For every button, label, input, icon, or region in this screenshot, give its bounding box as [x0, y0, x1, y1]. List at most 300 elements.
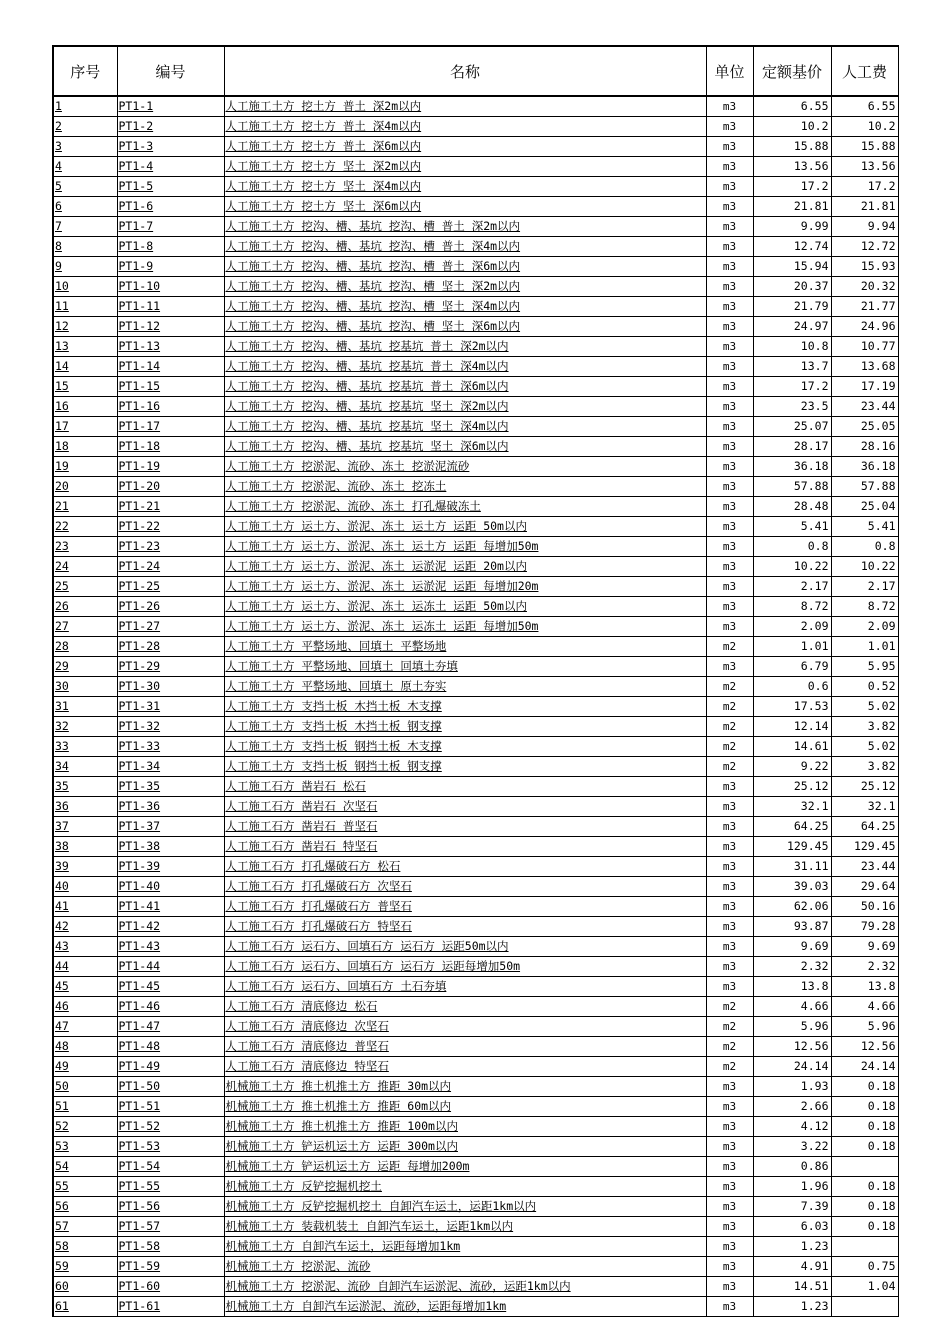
name-cell[interactable]: 人工施工土方 挖土方 普土 深2m以内: [224, 96, 706, 117]
unit-cell[interactable]: m2: [706, 1037, 753, 1057]
code-cell[interactable]: PT1-33: [117, 737, 224, 757]
unit-cell[interactable]: m2: [706, 637, 753, 657]
labor-cost-cell[interactable]: [831, 1237, 898, 1257]
seq-cell[interactable]: 16: [53, 397, 117, 417]
code-cell[interactable]: PT1-18: [117, 437, 224, 457]
seq-cell[interactable]: 12: [53, 317, 117, 337]
name-cell[interactable]: 人工施工土方 挖沟、槽、基坑 挖基坑 坚土 深4m以内: [224, 417, 706, 437]
name-cell[interactable]: 人工施工土方 挖沟、槽、基坑 挖基坑 坚土 深6m以内: [224, 437, 706, 457]
code-cell[interactable]: PT1-56: [117, 1197, 224, 1217]
unit-cell[interactable]: m3: [706, 1277, 753, 1297]
name-cell[interactable]: 人工施工石方 运石方、回填石方 土石夯填: [224, 977, 706, 997]
base-price-cell[interactable]: 13.8: [753, 977, 831, 997]
header-seq[interactable]: 序号: [53, 46, 117, 96]
unit-cell[interactable]: m3: [706, 1097, 753, 1117]
base-price-cell[interactable]: 64.25: [753, 817, 831, 837]
labor-cost-cell[interactable]: 64.25: [831, 817, 898, 837]
base-price-cell[interactable]: 10.2: [753, 117, 831, 137]
code-cell[interactable]: PT1-46: [117, 997, 224, 1017]
name-cell[interactable]: 人工施工土方 平整场地、回填土 原土夯实: [224, 677, 706, 697]
seq-cell[interactable]: 9: [53, 257, 117, 277]
seq-cell[interactable]: 7: [53, 217, 117, 237]
labor-cost-cell[interactable]: 2.09: [831, 617, 898, 637]
name-cell[interactable]: 人工施工土方 挖淤泥、流砂、冻土 挖淤泥流砂: [224, 457, 706, 477]
seq-cell[interactable]: 15: [53, 377, 117, 397]
seq-cell[interactable]: 4: [53, 157, 117, 177]
unit-cell[interactable]: m3: [706, 557, 753, 577]
unit-cell[interactable]: m3: [706, 1257, 753, 1277]
code-cell[interactable]: PT1-27: [117, 617, 224, 637]
base-price-cell[interactable]: 24.97: [753, 317, 831, 337]
unit-cell[interactable]: m2: [706, 677, 753, 697]
code-cell[interactable]: PT1-23: [117, 537, 224, 557]
base-price-cell[interactable]: 6.55: [753, 96, 831, 117]
unit-cell[interactable]: m3: [706, 277, 753, 297]
code-cell[interactable]: PT1-36: [117, 797, 224, 817]
labor-cost-cell[interactable]: 0.18: [831, 1137, 898, 1157]
base-price-cell[interactable]: 28.48: [753, 497, 831, 517]
unit-cell[interactable]: m3: [706, 597, 753, 617]
unit-cell[interactable]: m3: [706, 217, 753, 237]
labor-cost-cell[interactable]: 0.18: [831, 1077, 898, 1097]
seq-cell[interactable]: 26: [53, 597, 117, 617]
code-cell[interactable]: PT1-21: [117, 497, 224, 517]
base-price-cell[interactable]: 13.56: [753, 157, 831, 177]
seq-cell[interactable]: 37: [53, 817, 117, 837]
unit-cell[interactable]: m3: [706, 1117, 753, 1137]
name-cell[interactable]: 人工施工土方 挖沟、槽、基坑 挖沟、槽 坚土 深6m以内: [224, 317, 706, 337]
unit-cell[interactable]: m3: [706, 937, 753, 957]
name-cell[interactable]: 机械施工土方 挖淤泥、流砂 自卸汽车运淤泥、流砂，运距1km以内: [224, 1277, 706, 1297]
name-cell[interactable]: 机械施工土方 推土机推土方 推距 100m以内: [224, 1117, 706, 1137]
seq-cell[interactable]: 10: [53, 277, 117, 297]
unit-cell[interactable]: m3: [706, 577, 753, 597]
seq-cell[interactable]: 35: [53, 777, 117, 797]
labor-cost-cell[interactable]: 129.45: [831, 837, 898, 857]
name-cell[interactable]: 机械施工土方 挖淤泥、流砂: [224, 1257, 706, 1277]
unit-cell[interactable]: m3: [706, 1157, 753, 1177]
labor-cost-cell[interactable]: 15.88: [831, 137, 898, 157]
labor-cost-cell[interactable]: 21.77: [831, 297, 898, 317]
unit-cell[interactable]: m3: [706, 377, 753, 397]
name-cell[interactable]: 机械施工土方 反铲挖掘机挖土: [224, 1177, 706, 1197]
base-price-cell[interactable]: 12.14: [753, 717, 831, 737]
code-cell[interactable]: PT1-6: [117, 197, 224, 217]
seq-cell[interactable]: 13: [53, 337, 117, 357]
base-price-cell[interactable]: 31.11: [753, 857, 831, 877]
base-price-cell[interactable]: 25.12: [753, 777, 831, 797]
labor-cost-cell[interactable]: 10.22: [831, 557, 898, 577]
seq-cell[interactable]: 34: [53, 757, 117, 777]
seq-cell[interactable]: 21: [53, 497, 117, 517]
name-cell[interactable]: 人工施工土方 挖土方 普土 深4m以内: [224, 117, 706, 137]
base-price-cell[interactable]: 8.72: [753, 597, 831, 617]
name-cell[interactable]: 人工施工土方 支挡土板 钢挡土板 钢支撑: [224, 757, 706, 777]
code-cell[interactable]: PT1-48: [117, 1037, 224, 1057]
base-price-cell[interactable]: 6.03: [753, 1217, 831, 1237]
unit-cell[interactable]: m3: [706, 957, 753, 977]
base-price-cell[interactable]: 1.93: [753, 1077, 831, 1097]
code-cell[interactable]: PT1-37: [117, 817, 224, 837]
labor-cost-cell[interactable]: 10.2: [831, 117, 898, 137]
labor-cost-cell[interactable]: 9.94: [831, 217, 898, 237]
labor-cost-cell[interactable]: 23.44: [831, 857, 898, 877]
unit-cell[interactable]: m3: [706, 257, 753, 277]
base-price-cell[interactable]: 28.17: [753, 437, 831, 457]
base-price-cell[interactable]: 15.88: [753, 137, 831, 157]
labor-cost-cell[interactable]: 36.18: [831, 457, 898, 477]
unit-cell[interactable]: m3: [706, 397, 753, 417]
unit-cell[interactable]: m3: [706, 657, 753, 677]
labor-cost-cell[interactable]: 5.02: [831, 697, 898, 717]
base-price-cell[interactable]: 4.66: [753, 997, 831, 1017]
header-labor-cost[interactable]: 人工费: [831, 46, 898, 96]
code-cell[interactable]: PT1-50: [117, 1077, 224, 1097]
labor-cost-cell[interactable]: 0.18: [831, 1097, 898, 1117]
labor-cost-cell[interactable]: 5.02: [831, 737, 898, 757]
labor-cost-cell[interactable]: 2.17: [831, 577, 898, 597]
name-cell[interactable]: 人工施工石方 凿岩石 松石: [224, 777, 706, 797]
base-price-cell[interactable]: 9.99: [753, 217, 831, 237]
labor-cost-cell[interactable]: 5.95: [831, 657, 898, 677]
name-cell[interactable]: 人工施工土方 平整场地、回填土 回填土夯填: [224, 657, 706, 677]
header-code[interactable]: 编号: [117, 46, 224, 96]
labor-cost-cell[interactable]: 13.68: [831, 357, 898, 377]
seq-cell[interactable]: 43: [53, 937, 117, 957]
base-price-cell[interactable]: 39.03: [753, 877, 831, 897]
labor-cost-cell[interactable]: 0.18: [831, 1177, 898, 1197]
unit-cell[interactable]: m3: [706, 1197, 753, 1217]
code-cell[interactable]: PT1-40: [117, 877, 224, 897]
name-cell[interactable]: 人工施工土方 挖沟、槽、基坑 挖基坑 坚土 深2m以内: [224, 397, 706, 417]
labor-cost-cell[interactable]: 5.41: [831, 517, 898, 537]
base-price-cell[interactable]: 57.88: [753, 477, 831, 497]
name-cell[interactable]: 机械施工土方 反铲挖掘机挖土 自卸汽车运土，运距1km以内: [224, 1197, 706, 1217]
base-price-cell[interactable]: 21.79: [753, 297, 831, 317]
base-price-cell[interactable]: 9.22: [753, 757, 831, 777]
base-price-cell[interactable]: 24.14: [753, 1057, 831, 1077]
base-price-cell[interactable]: 4.12: [753, 1117, 831, 1137]
unit-cell[interactable]: m3: [706, 497, 753, 517]
code-cell[interactable]: PT1-45: [117, 977, 224, 997]
code-cell[interactable]: PT1-61: [117, 1297, 224, 1317]
labor-cost-cell[interactable]: 50.16: [831, 897, 898, 917]
labor-cost-cell[interactable]: 79.28: [831, 917, 898, 937]
labor-cost-cell[interactable]: 17.19: [831, 377, 898, 397]
name-cell[interactable]: 人工施工土方 挖沟、槽、基坑 挖沟、槽 普土 深6m以内: [224, 257, 706, 277]
name-cell[interactable]: 人工施工土方 运土方、淤泥、冻土 运土方 运距 每增加50m: [224, 537, 706, 557]
labor-cost-cell[interactable]: 0.8: [831, 537, 898, 557]
labor-cost-cell[interactable]: 3.82: [831, 757, 898, 777]
code-cell[interactable]: PT1-19: [117, 457, 224, 477]
labor-cost-cell[interactable]: 2.32: [831, 957, 898, 977]
seq-cell[interactable]: 8: [53, 237, 117, 257]
name-cell[interactable]: 人工施工石方 运石方、回填石方 运石方 运距每增加50m: [224, 957, 706, 977]
base-price-cell[interactable]: 12.74: [753, 237, 831, 257]
unit-cell[interactable]: m3: [706, 777, 753, 797]
code-cell[interactable]: PT1-17: [117, 417, 224, 437]
seq-cell[interactable]: 47: [53, 1017, 117, 1037]
name-cell[interactable]: 人工施工石方 打孔爆破石方 次坚石: [224, 877, 706, 897]
base-price-cell[interactable]: 32.1: [753, 797, 831, 817]
labor-cost-cell[interactable]: 25.12: [831, 777, 898, 797]
code-cell[interactable]: PT1-49: [117, 1057, 224, 1077]
seq-cell[interactable]: 53: [53, 1137, 117, 1157]
labor-cost-cell[interactable]: 17.2: [831, 177, 898, 197]
code-cell[interactable]: PT1-10: [117, 277, 224, 297]
seq-cell[interactable]: 18: [53, 437, 117, 457]
unit-cell[interactable]: m3: [706, 357, 753, 377]
labor-cost-cell[interactable]: [831, 1157, 898, 1177]
code-cell[interactable]: PT1-28: [117, 637, 224, 657]
unit-cell[interactable]: m3: [706, 297, 753, 317]
unit-cell[interactable]: m2: [706, 737, 753, 757]
seq-cell[interactable]: 19: [53, 457, 117, 477]
name-cell[interactable]: 人工施工土方 挖沟、槽、基坑 挖基坑 普土 深2m以内: [224, 337, 706, 357]
base-price-cell[interactable]: 2.66: [753, 1097, 831, 1117]
seq-cell[interactable]: 30: [53, 677, 117, 697]
labor-cost-cell[interactable]: 32.1: [831, 797, 898, 817]
header-name[interactable]: 名称: [224, 46, 706, 96]
base-price-cell[interactable]: 5.96: [753, 1017, 831, 1037]
base-price-cell[interactable]: 3.22: [753, 1137, 831, 1157]
name-cell[interactable]: 机械施工土方 自卸汽车运淤泥、流砂，运距每增加1km: [224, 1297, 706, 1317]
name-cell[interactable]: 人工施工土方 挖沟、槽、基坑 挖沟、槽 普土 深2m以内: [224, 217, 706, 237]
base-price-cell[interactable]: 2.17: [753, 577, 831, 597]
labor-cost-cell[interactable]: 6.55: [831, 96, 898, 117]
labor-cost-cell[interactable]: 3.82: [831, 717, 898, 737]
code-cell[interactable]: PT1-31: [117, 697, 224, 717]
base-price-cell[interactable]: 36.18: [753, 457, 831, 477]
name-cell[interactable]: 人工施工土方 支挡土板 木挡土板 钢支撑: [224, 717, 706, 737]
base-price-cell[interactable]: 23.5: [753, 397, 831, 417]
name-cell[interactable]: 人工施工土方 挖土方 普土 深6m以内: [224, 137, 706, 157]
labor-cost-cell[interactable]: 1.04: [831, 1277, 898, 1297]
code-cell[interactable]: PT1-15: [117, 377, 224, 397]
name-cell[interactable]: 人工施工土方 挖沟、槽、基坑 挖沟、槽 坚土 深4m以内: [224, 297, 706, 317]
base-price-cell[interactable]: 93.87: [753, 917, 831, 937]
base-price-cell[interactable]: 0.8: [753, 537, 831, 557]
base-price-cell[interactable]: 2.09: [753, 617, 831, 637]
code-cell[interactable]: PT1-22: [117, 517, 224, 537]
seq-cell[interactable]: 5: [53, 177, 117, 197]
code-cell[interactable]: PT1-59: [117, 1257, 224, 1277]
name-cell[interactable]: 机械施工土方 装载机装土 自卸汽车运土，运距1km以内: [224, 1217, 706, 1237]
seq-cell[interactable]: 46: [53, 997, 117, 1017]
unit-cell[interactable]: m3: [706, 857, 753, 877]
seq-cell[interactable]: 25: [53, 577, 117, 597]
code-cell[interactable]: PT1-11: [117, 297, 224, 317]
code-cell[interactable]: PT1-4: [117, 157, 224, 177]
labor-cost-cell[interactable]: 5.96: [831, 1017, 898, 1037]
labor-cost-cell[interactable]: 0.18: [831, 1197, 898, 1217]
base-price-cell[interactable]: 1.96: [753, 1177, 831, 1197]
name-cell[interactable]: 人工施工土方 运土方、淤泥、冻土 运淤泥 运距 20m以内: [224, 557, 706, 577]
code-cell[interactable]: PT1-39: [117, 857, 224, 877]
seq-cell[interactable]: 55: [53, 1177, 117, 1197]
seq-cell[interactable]: 57: [53, 1217, 117, 1237]
name-cell[interactable]: 人工施工土方 平整场地、回填土 平整场地: [224, 637, 706, 657]
unit-cell[interactable]: m3: [706, 457, 753, 477]
unit-cell[interactable]: m2: [706, 997, 753, 1017]
seq-cell[interactable]: 45: [53, 977, 117, 997]
labor-cost-cell[interactable]: 15.93: [831, 257, 898, 277]
labor-cost-cell[interactable]: 12.72: [831, 237, 898, 257]
code-cell[interactable]: PT1-53: [117, 1137, 224, 1157]
labor-cost-cell[interactable]: 9.69: [831, 937, 898, 957]
labor-cost-cell[interactable]: 25.04: [831, 497, 898, 517]
name-cell[interactable]: 人工施工土方 挖沟、槽、基坑 挖沟、槽 坚土 深2m以内: [224, 277, 706, 297]
unit-cell[interactable]: m3: [706, 317, 753, 337]
seq-cell[interactable]: 36: [53, 797, 117, 817]
name-cell[interactable]: 人工施工石方 清底修边 次坚石: [224, 1017, 706, 1037]
seq-cell[interactable]: 23: [53, 537, 117, 557]
unit-cell[interactable]: m3: [706, 617, 753, 637]
labor-cost-cell[interactable]: 20.32: [831, 277, 898, 297]
seq-cell[interactable]: 59: [53, 1257, 117, 1277]
name-cell[interactable]: 人工施工石方 运石方、回填石方 运石方 运距50m以内: [224, 937, 706, 957]
seq-cell[interactable]: 14: [53, 357, 117, 377]
base-price-cell[interactable]: 1.23: [753, 1297, 831, 1317]
base-price-cell[interactable]: 14.51: [753, 1277, 831, 1297]
seq-cell[interactable]: 24: [53, 557, 117, 577]
seq-cell[interactable]: 11: [53, 297, 117, 317]
base-price-cell[interactable]: 5.41: [753, 517, 831, 537]
name-cell[interactable]: 人工施工土方 挖沟、槽、基坑 挖基坑 普土 深6m以内: [224, 377, 706, 397]
base-price-cell[interactable]: 6.79: [753, 657, 831, 677]
code-cell[interactable]: PT1-32: [117, 717, 224, 737]
unit-cell[interactable]: m2: [706, 1057, 753, 1077]
seq-cell[interactable]: 28: [53, 637, 117, 657]
labor-cost-cell[interactable]: 24.14: [831, 1057, 898, 1077]
labor-cost-cell[interactable]: 0.18: [831, 1217, 898, 1237]
code-cell[interactable]: PT1-30: [117, 677, 224, 697]
name-cell[interactable]: 人工施工石方 打孔爆破石方 普坚石: [224, 897, 706, 917]
unit-cell[interactable]: m2: [706, 697, 753, 717]
name-cell[interactable]: 人工施工土方 挖土方 坚土 深2m以内: [224, 157, 706, 177]
unit-cell[interactable]: m3: [706, 837, 753, 857]
name-cell[interactable]: 人工施工土方 挖沟、槽、基坑 挖基坑 普土 深4m以内: [224, 357, 706, 377]
unit-cell[interactable]: m2: [706, 757, 753, 777]
labor-cost-cell[interactable]: 12.56: [831, 1037, 898, 1057]
seq-cell[interactable]: 40: [53, 877, 117, 897]
unit-cell[interactable]: m3: [706, 197, 753, 217]
base-price-cell[interactable]: 7.39: [753, 1197, 831, 1217]
base-price-cell[interactable]: 12.56: [753, 1037, 831, 1057]
seq-cell[interactable]: 38: [53, 837, 117, 857]
seq-cell[interactable]: 56: [53, 1197, 117, 1217]
base-price-cell[interactable]: 0.6: [753, 677, 831, 697]
seq-cell[interactable]: 29: [53, 657, 117, 677]
labor-cost-cell[interactable]: 57.88: [831, 477, 898, 497]
unit-cell[interactable]: m3: [706, 417, 753, 437]
name-cell[interactable]: 人工施工土方 运土方、淤泥、冻土 运冻土 运距 每增加50m: [224, 617, 706, 637]
seq-cell[interactable]: 6: [53, 197, 117, 217]
code-cell[interactable]: PT1-34: [117, 757, 224, 777]
unit-cell[interactable]: m3: [706, 517, 753, 537]
name-cell[interactable]: 人工施工石方 凿岩石 普坚石: [224, 817, 706, 837]
seq-cell[interactable]: 48: [53, 1037, 117, 1057]
labor-cost-cell[interactable]: 4.66: [831, 997, 898, 1017]
name-cell[interactable]: 人工施工土方 挖淤泥、流砂、冻土 挖冻土: [224, 477, 706, 497]
name-cell[interactable]: 人工施工石方 清底修边 特坚石: [224, 1057, 706, 1077]
code-cell[interactable]: PT1-54: [117, 1157, 224, 1177]
seq-cell[interactable]: 22: [53, 517, 117, 537]
labor-cost-cell[interactable]: 0.18: [831, 1117, 898, 1137]
labor-cost-cell[interactable]: 0.52: [831, 677, 898, 697]
code-cell[interactable]: PT1-7: [117, 217, 224, 237]
base-price-cell[interactable]: 17.2: [753, 377, 831, 397]
seq-cell[interactable]: 20: [53, 477, 117, 497]
unit-cell[interactable]: m2: [706, 717, 753, 737]
labor-cost-cell[interactable]: 13.56: [831, 157, 898, 177]
unit-cell[interactable]: m3: [706, 917, 753, 937]
unit-cell[interactable]: m3: [706, 117, 753, 137]
code-cell[interactable]: PT1-24: [117, 557, 224, 577]
name-cell[interactable]: 人工施工土方 挖土方 坚土 深4m以内: [224, 177, 706, 197]
unit-cell[interactable]: m3: [706, 1137, 753, 1157]
base-price-cell[interactable]: 9.69: [753, 937, 831, 957]
base-price-cell[interactable]: 10.22: [753, 557, 831, 577]
seq-cell[interactable]: 42: [53, 917, 117, 937]
unit-cell[interactable]: m3: [706, 96, 753, 117]
labor-cost-cell[interactable]: 21.81: [831, 197, 898, 217]
code-cell[interactable]: PT1-25: [117, 577, 224, 597]
code-cell[interactable]: PT1-55: [117, 1177, 224, 1197]
name-cell[interactable]: 人工施工土方 运土方、淤泥、冻土 运土方 运距 50m以内: [224, 517, 706, 537]
base-price-cell[interactable]: 4.91: [753, 1257, 831, 1277]
labor-cost-cell[interactable]: 0.75: [831, 1257, 898, 1277]
code-cell[interactable]: PT1-3: [117, 137, 224, 157]
seq-cell[interactable]: 31: [53, 697, 117, 717]
name-cell[interactable]: 机械施工土方 铲运机运土方 运距 300m以内: [224, 1137, 706, 1157]
unit-cell[interactable]: m3: [706, 877, 753, 897]
base-price-cell[interactable]: 14.61: [753, 737, 831, 757]
name-cell[interactable]: 机械施工土方 自卸汽车运土，运距每增加1km: [224, 1237, 706, 1257]
code-cell[interactable]: PT1-8: [117, 237, 224, 257]
name-cell[interactable]: 人工施工土方 挖淤泥、流砂、冻土 打孔爆破冻土: [224, 497, 706, 517]
base-price-cell[interactable]: 1.23: [753, 1237, 831, 1257]
base-price-cell[interactable]: 21.81: [753, 197, 831, 217]
code-cell[interactable]: PT1-35: [117, 777, 224, 797]
name-cell[interactable]: 人工施工土方 运土方、淤泥、冻土 运冻土 运距 50m以内: [224, 597, 706, 617]
unit-cell[interactable]: m3: [706, 1077, 753, 1097]
unit-cell[interactable]: m3: [706, 1177, 753, 1197]
seq-cell[interactable]: 33: [53, 737, 117, 757]
seq-cell[interactable]: 39: [53, 857, 117, 877]
unit-cell[interactable]: m3: [706, 337, 753, 357]
name-cell[interactable]: 人工施工土方 支挡土板 钢挡土板 木支撑: [224, 737, 706, 757]
labor-cost-cell[interactable]: 25.05: [831, 417, 898, 437]
unit-cell[interactable]: m3: [706, 1217, 753, 1237]
seq-cell[interactable]: 52: [53, 1117, 117, 1137]
labor-cost-cell[interactable]: 8.72: [831, 597, 898, 617]
unit-cell[interactable]: m3: [706, 137, 753, 157]
unit-cell[interactable]: m3: [706, 177, 753, 197]
unit-cell[interactable]: m3: [706, 477, 753, 497]
seq-cell[interactable]: 1: [53, 96, 117, 117]
code-cell[interactable]: PT1-47: [117, 1017, 224, 1037]
code-cell[interactable]: PT1-44: [117, 957, 224, 977]
code-cell[interactable]: PT1-20: [117, 477, 224, 497]
unit-cell[interactable]: m3: [706, 1297, 753, 1317]
header-unit[interactable]: 单位: [706, 46, 753, 96]
code-cell[interactable]: PT1-60: [117, 1277, 224, 1297]
labor-cost-cell[interactable]: 23.44: [831, 397, 898, 417]
labor-cost-cell[interactable]: 1.01: [831, 637, 898, 657]
name-cell[interactable]: 机械施工土方 推土机推土方 推距 60m以内: [224, 1097, 706, 1117]
name-cell[interactable]: 人工施工石方 清底修边 松石: [224, 997, 706, 1017]
